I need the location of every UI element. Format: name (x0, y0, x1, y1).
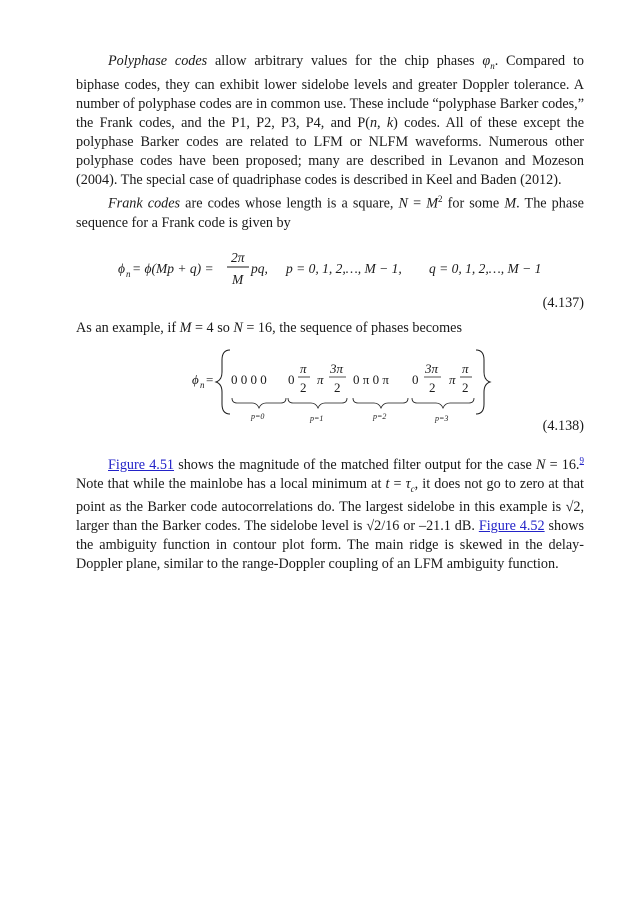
sidelobe-level: √2/16 (366, 518, 400, 535)
label-p3: p=3 (435, 413, 449, 423)
footnote-link[interactable]: 9 (579, 454, 584, 465)
eq2-g3-b-den: 2 (429, 379, 436, 395)
eq1-range-p: p = 0, 1, 2,…, M − 1, (286, 260, 402, 276)
text: , larger than the Barker codes. The sidelobe level is (76, 499, 584, 535)
var-k: k (386, 114, 394, 131)
var-M: M (504, 195, 517, 212)
equation-number: (4.137) (542, 294, 584, 311)
term-frank-codes: Frank codes (108, 195, 181, 212)
paragraph-frank-codes (76, 190, 584, 233)
text: allow arbitrary values for the chip phases (207, 53, 483, 69)
eq2-g1-b-num: π (300, 360, 307, 376)
underbrace-p0 (232, 398, 286, 408)
text: As an example, if (76, 319, 180, 336)
paragraph-figure-discussion (76, 456, 584, 575)
text: or –21.1 dB. (399, 518, 479, 535)
var-N: N (398, 195, 408, 212)
phi-subscript: n (490, 60, 495, 71)
text: Note that while the mainlobe has a local minimum at (76, 475, 386, 492)
text: = 16. (545, 456, 580, 473)
underbrace-p3 (412, 398, 474, 408)
equation-number: (4.138) (542, 417, 584, 434)
eq2-g3-a: 0 (412, 371, 419, 387)
left-brace (216, 350, 230, 414)
eq2-g1-a: 0 (288, 371, 295, 387)
eq2-eq: = (206, 371, 214, 387)
text: shows the ambiguity function in contour plot form. The main ridge is skewed in the delay-Doppler plane, similar to the range-Doppler coupling of an LFM ambiguity function. (76, 518, 584, 573)
underbrace-p2 (353, 398, 408, 408)
var-tau: τ (405, 475, 411, 492)
text: for some (442, 195, 505, 212)
right-brace (476, 350, 490, 414)
figure-4-51-link[interactable]: Figure 4.51 (108, 456, 175, 473)
paragraph-polyphase-codes (76, 52, 584, 190)
text: ) codes. All of these except the polyphase Barker codes are related to LFM or NLFM waveforms. Numerous other polyphase codes have been proposed; many are described in Levanon and Mozeson (2004). The special case of quadriphase codes is described in Keel and Baden (2012). (76, 114, 584, 188)
eq2-group2: 0 π 0 π (353, 371, 389, 387)
paragraph-example (76, 319, 584, 338)
var-N: N (233, 319, 243, 336)
eq2-g3-b-num: 3π (425, 360, 439, 376)
text: , it does not go to zero at that point as the Barker code autocorrelations do. The largest sidelobe in this example is (76, 475, 584, 516)
text: shows the magnitude of the matched filter output for the case (174, 456, 536, 473)
var-M: M (426, 195, 439, 212)
eq1-lhs: ϕ (118, 260, 125, 276)
text: = 16, the sequence of phases becomes (242, 319, 462, 336)
underbrace-p1 (288, 398, 347, 408)
equation-4-138-graphic (76, 342, 584, 426)
eq2-g1-b-den: 2 (300, 379, 307, 395)
text: = (408, 195, 427, 212)
sqrt-two: √2 (565, 499, 581, 516)
text: . Compared to biphase codes, they can exhibit lower sidelobe levels and greater Doppler tolerance. A number of polyphase codes are in common use. These include “polyphase Barker codes,” the Frank codes, and the P1, P2, P3, P4, and P( (76, 53, 584, 131)
eq2-g1-d-num: 3π (330, 360, 344, 376)
figure-4-52-link[interactable]: Figure 4.52 (478, 518, 545, 535)
eq1-mid: = ϕ(Mp + q) = (132, 260, 214, 276)
label-p2: p=2 (373, 411, 387, 421)
eq2-g3-d-num: π (462, 360, 469, 376)
label-p0: p=0 (251, 411, 265, 421)
tau-subscript: c (410, 483, 415, 494)
equation-4-137-graphic (76, 235, 584, 299)
text: = (389, 475, 406, 492)
eq1-lhs-sub: n (126, 268, 131, 279)
eq1-frac-den: M (232, 271, 244, 287)
eq1-range-q: q = 0, 1, 2,…, M − 1 (429, 260, 542, 276)
var-M: M (179, 319, 192, 336)
text: . The phase sequence for a Frank code is given by (76, 195, 584, 231)
eq1-frac-num: 2π (231, 249, 245, 265)
eq1-after: pq, (251, 260, 268, 276)
phi-symbol: φ (482, 53, 491, 69)
text: = 4 so (191, 319, 234, 336)
page-body (76, 52, 584, 574)
eq2-lhs: ϕ (192, 371, 199, 387)
superscript: 2 (438, 193, 443, 204)
eq2-g1-d-den: 2 (334, 379, 341, 395)
var-N: N (535, 456, 546, 473)
eq2-group0: 0 0 0 0 (231, 371, 267, 387)
text: , (377, 114, 387, 131)
equation-4-138 (76, 338, 584, 444)
label-p1: p=1 (310, 413, 324, 423)
var-t: t (385, 475, 390, 492)
eq2-g1-c: π (317, 371, 324, 387)
eq2-g3-d-den: 2 (462, 379, 469, 395)
eq2-lhs-sub: n (200, 379, 205, 390)
text: are codes whose length is a square, (180, 195, 399, 212)
eq2-g3-c: π (449, 371, 456, 387)
term-polyphase-codes: Polyphase codes (108, 53, 208, 69)
equation-4-137 (76, 233, 584, 319)
var-n: n (369, 114, 378, 131)
